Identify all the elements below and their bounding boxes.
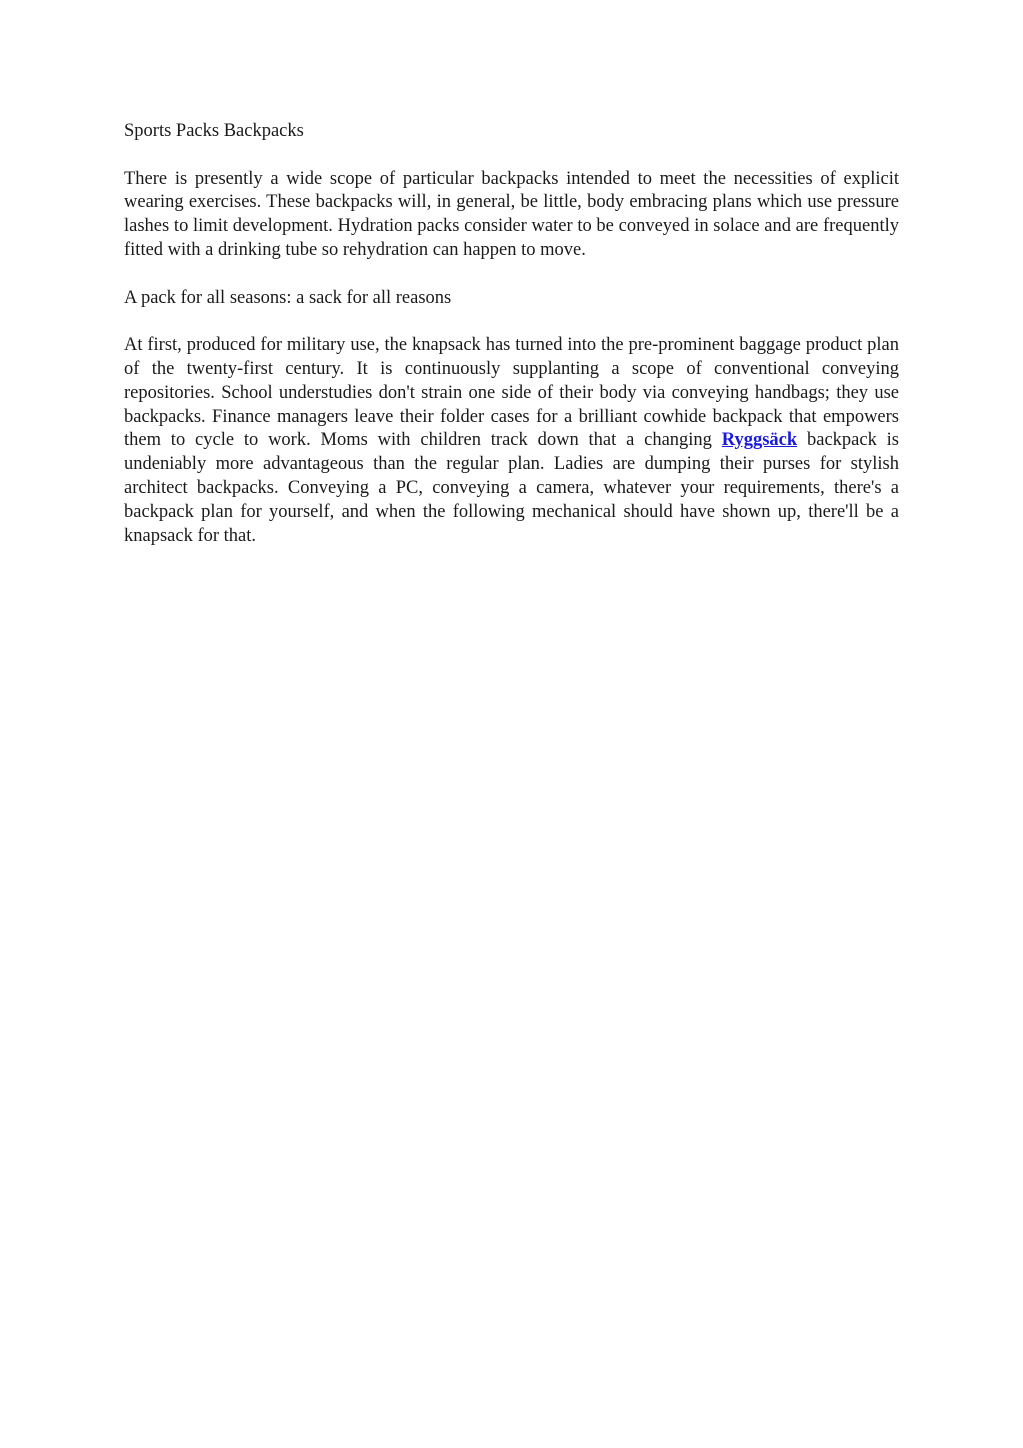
document-title: Sports Packs Backpacks [124, 121, 304, 141]
paragraph-text-after-link: backpack is undeniably more advantageous than the regular plan. Ladies are dumping their purses for stylish architect backpacks. Conveying a PC, conveying a camera, whatever your requirements, there's a backpack plan for yourself, and when the following mechanical should have shown up, there'll be a knapsack for that. [124, 430, 899, 546]
paragraph-sports-packs: There is presently a wide scope of particular backpacks intended to meet the necessities of explicit wearing exercises. These backpacks will, in general, be little, body embracing plans which use pressure lashes to limit development. Hydration packs consider water to be conveyed in solace and are frequently fitted with a drinking tube so rehydration can happen to move. [124, 168, 899, 260]
document-page [124, 120, 899, 572]
section-subheading: A pack for all seasons: a sack for all reasons [124, 287, 452, 308]
paragraph-text-before-link: At first, produced for military use, the knapsack has turned into the pre-prominent baggage product plan of the twenty-first century. It is continuously supplanting a scope of conventional conveying repositories. School understudies don't strain one side of their body via conveying handbags; they use backpacks. Finance managers leave their folder cases for a brilliant cowhide backpack that empowers them to cycle to work. Moms with children track down that a changing [124, 335, 899, 451]
ryggsack-link[interactable]: Ryggsäck [721, 430, 798, 451]
paragraph-pack-for-all-seasons [124, 334, 899, 548]
